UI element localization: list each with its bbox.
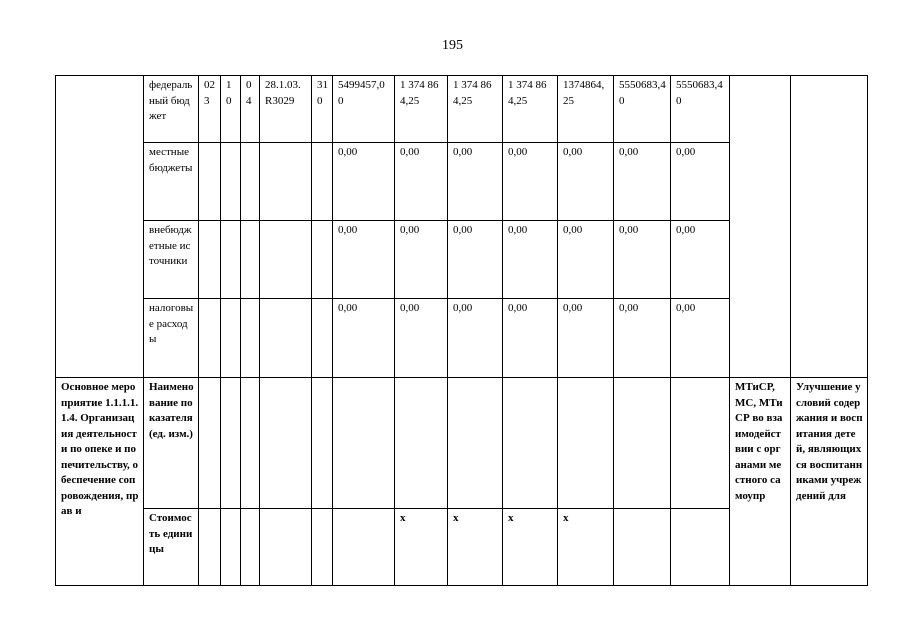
code-cell xyxy=(221,299,241,378)
code-cell xyxy=(221,221,241,299)
value-cell: 5499457,00 xyxy=(333,76,395,143)
code-cell xyxy=(199,378,221,509)
value-cell: 0,00 xyxy=(448,299,503,378)
code-cell xyxy=(312,299,333,378)
budget-table xyxy=(55,75,868,586)
code-cell xyxy=(312,221,333,299)
value-cell: 0,00 xyxy=(671,143,730,221)
value-cell: 5550683,40 xyxy=(614,76,671,143)
code-cell xyxy=(221,143,241,221)
value-cell: 0,00 xyxy=(333,299,395,378)
value-cell: 0,00 xyxy=(614,299,671,378)
value-cell xyxy=(671,509,730,586)
code-cell xyxy=(221,378,241,509)
source-cell: внебюджетные источники xyxy=(144,221,199,299)
executor-cell-empty xyxy=(730,76,791,378)
cost-mark-cell: х xyxy=(558,509,614,586)
code-cell xyxy=(199,299,221,378)
value-cell xyxy=(671,378,730,509)
value-cell: 1 374 864,25 xyxy=(503,76,558,143)
value-cell: 0,00 xyxy=(503,299,558,378)
source-cell: налоговые расходы xyxy=(144,299,199,378)
table-row-indicator xyxy=(56,378,868,509)
value-cell: 1 374 864,25 xyxy=(395,76,448,143)
value-cell xyxy=(333,378,395,509)
value-cell: 0,00 xyxy=(503,221,558,299)
cost-mark-cell: х xyxy=(503,509,558,586)
code-cell xyxy=(260,509,312,586)
code-cell: 10 xyxy=(221,76,241,143)
result-cell-empty xyxy=(791,76,868,378)
code-cell xyxy=(241,143,260,221)
activity-cell-empty xyxy=(56,76,144,378)
table-row-federal xyxy=(56,76,868,143)
page-number: 195 xyxy=(442,38,463,53)
code-cell xyxy=(199,509,221,586)
value-cell: 0,00 xyxy=(395,221,448,299)
value-cell xyxy=(448,378,503,509)
value-cell: 0,00 xyxy=(448,221,503,299)
code-cell xyxy=(312,509,333,586)
executors-cell: МТиСР, МС, МТиСР во взаимодействии с органами местного самоупр xyxy=(730,378,791,586)
cost-mark-cell: х xyxy=(448,509,503,586)
code-cell xyxy=(241,221,260,299)
code-cell xyxy=(199,221,221,299)
code-cell: 28.1.03.R3029 xyxy=(260,76,312,143)
value-cell: 0,00 xyxy=(558,299,614,378)
value-cell: 0,00 xyxy=(448,143,503,221)
code-cell xyxy=(241,378,260,509)
value-cell: 0,00 xyxy=(395,299,448,378)
code-cell: 04 xyxy=(241,76,260,143)
code-cell xyxy=(260,299,312,378)
value-cell: 5550683,40 xyxy=(671,76,730,143)
code-cell xyxy=(199,143,221,221)
value-cell: 0,00 xyxy=(503,143,558,221)
value-cell: 0,00 xyxy=(614,143,671,221)
indicator-label-cell: Наименование показателя (ед. изм.) xyxy=(144,378,199,509)
value-cell xyxy=(395,378,448,509)
value-cell xyxy=(614,509,671,586)
code-cell: 023 xyxy=(199,76,221,143)
value-cell: 0,00 xyxy=(614,221,671,299)
code-cell xyxy=(260,221,312,299)
code-cell xyxy=(241,509,260,586)
cost-mark-cell: х xyxy=(395,509,448,586)
value-cell: 0,00 xyxy=(395,143,448,221)
value-cell xyxy=(503,378,558,509)
value-cell: 0,00 xyxy=(671,299,730,378)
code-cell xyxy=(241,299,260,378)
code-cell xyxy=(312,143,333,221)
code-cell xyxy=(260,143,312,221)
value-cell xyxy=(558,378,614,509)
code-cell: 310 xyxy=(312,76,333,143)
value-cell: 0,00 xyxy=(558,221,614,299)
source-cell: местные бюджеты xyxy=(144,143,199,221)
result-cell: Улучшение условий содержания и воспитания детей, являющихся воспитанниками учреждений для xyxy=(791,378,868,586)
source-cell: федеральный бюджет xyxy=(144,76,199,143)
value-cell xyxy=(333,509,395,586)
value-cell xyxy=(614,378,671,509)
value-cell: 0,00 xyxy=(333,221,395,299)
activity-title-cell: Основное мероприятие 1.1.1.1.1.4. Организация деятельности по опеке и попечительству, обеспечение сопровождения, прав и xyxy=(56,378,144,586)
value-cell: 0,00 xyxy=(671,221,730,299)
cost-label-cell: Стоимость единицы xyxy=(144,509,199,586)
code-cell xyxy=(260,378,312,509)
value-cell: 0,00 xyxy=(333,143,395,221)
code-cell xyxy=(221,509,241,586)
value-cell: 0,00 xyxy=(558,143,614,221)
value-cell: 1374864,25 xyxy=(558,76,614,143)
value-cell: 1 374 864,25 xyxy=(448,76,503,143)
code-cell xyxy=(312,378,333,509)
